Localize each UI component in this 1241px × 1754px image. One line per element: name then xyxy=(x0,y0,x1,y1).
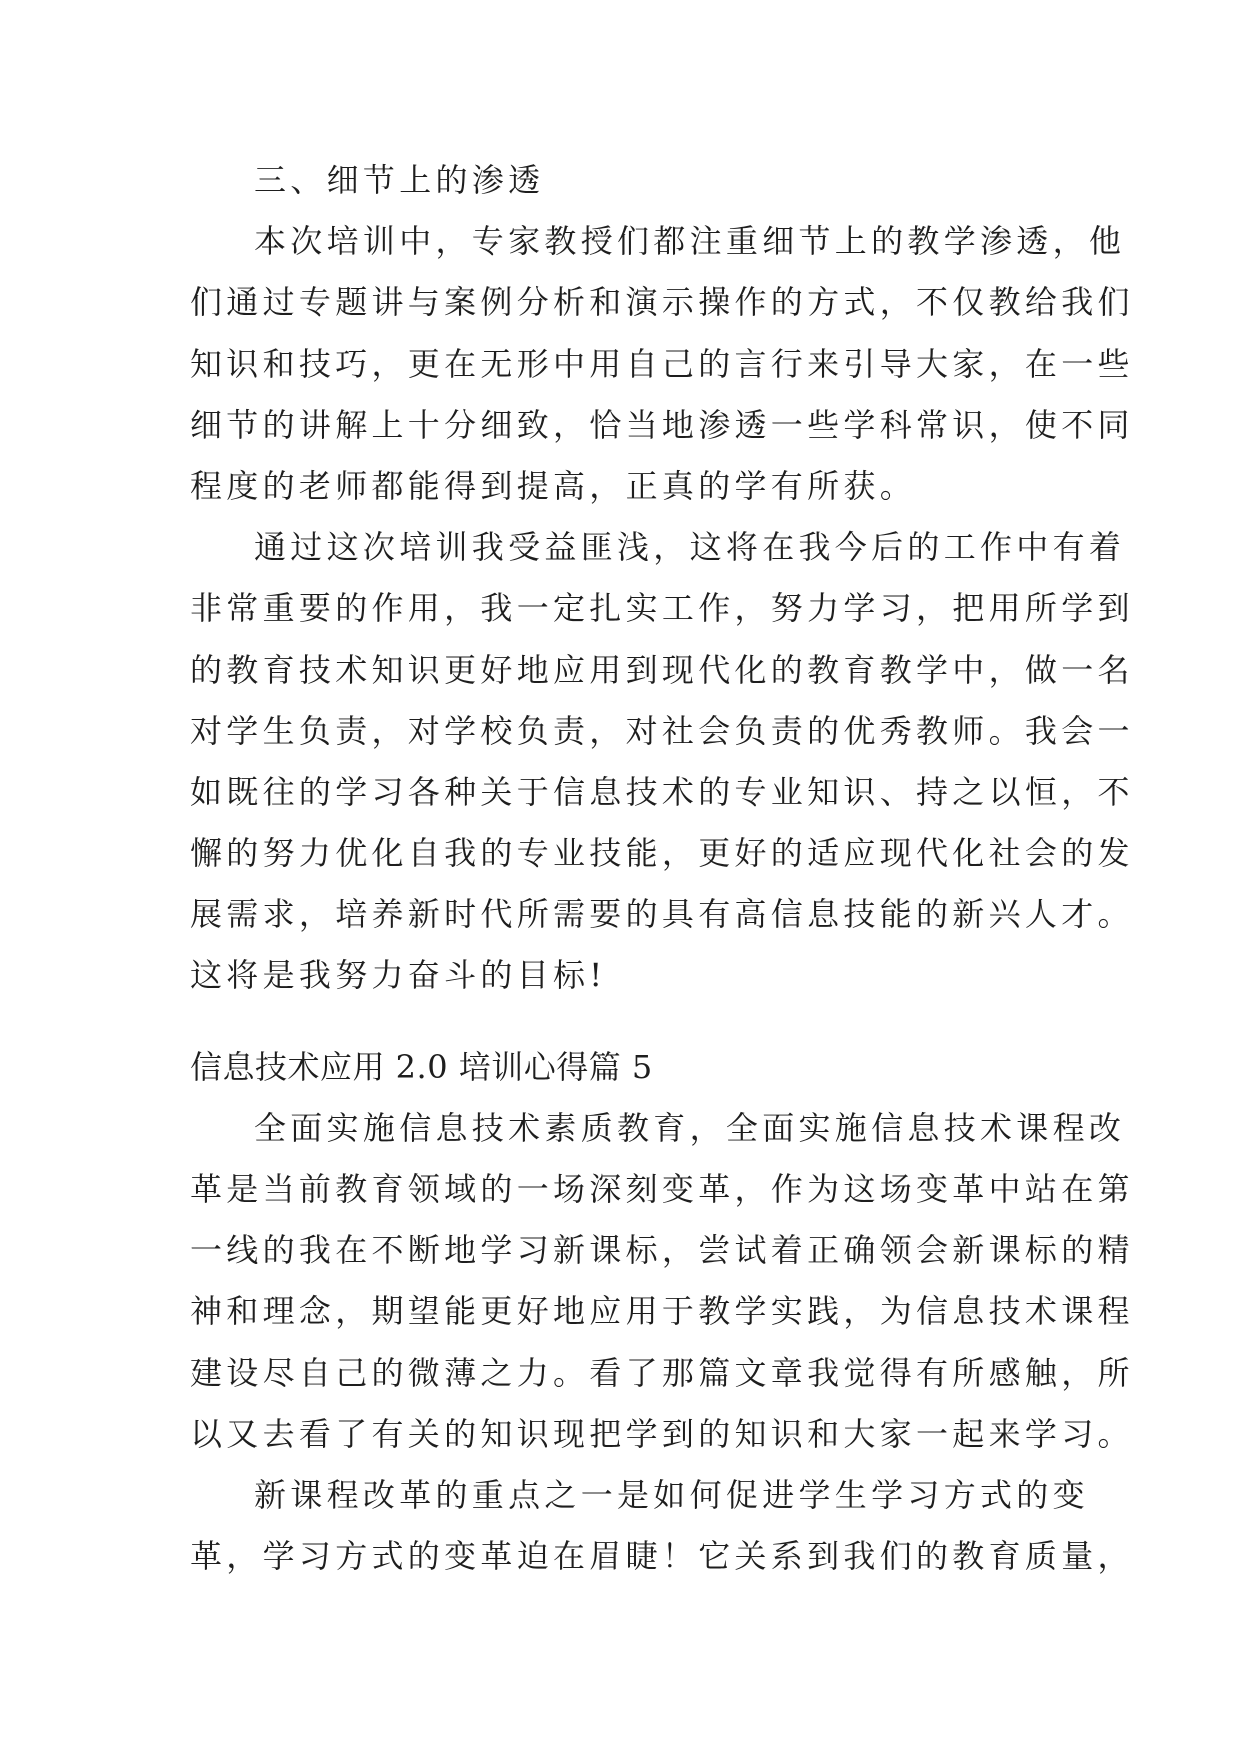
section-heading: 三、细节上的渗透 xyxy=(254,161,545,199)
paragraph-line: 对学生负责，对学校负责，对社会负责的优秀教师。我会一 xyxy=(190,711,1134,750)
paragraph-line: 建设尽自己的微薄之力。看了那篇文章我觉得有所感触，所 xyxy=(190,1353,1134,1392)
paragraph-line: 程度的老师都能得到提高，正真的学有所获。 xyxy=(190,466,917,505)
paragraph-line: 新课程改革的重点之一是如何促进学生学习方式的变 xyxy=(254,1475,1089,1514)
paragraph-line: 非常重要的作用，我一定扎实工作，努力学习，把用所学到 xyxy=(190,589,1134,628)
article-title: 信息技术应用 2.0 培训心得篇 5 xyxy=(190,1047,653,1086)
paragraph-line: 革是当前教育领域的一场深刻变革，作为这场变革中站在第 xyxy=(190,1170,1134,1208)
paragraph-line: 通过这次培训我受益匪浅，这将在我今后的工作中有着 xyxy=(254,528,1126,567)
paragraph-intro xyxy=(190,1098,1134,1465)
paragraph-line: 一线的我在不断地学习新课标，尝试着正确领会新课标的精 xyxy=(190,1231,1134,1270)
paragraph-line: 本次培训中，专家教授们都注重细节上的教学渗透，他 xyxy=(254,222,1126,261)
paragraph-line: 神和理念，期望能更好地应用于教学实践，为信息技术课程 xyxy=(190,1292,1134,1331)
paragraph-reform xyxy=(190,1465,1134,1587)
paragraph-line: 懈的努力优化自我的专业技能，更好的适应现代化社会的发 xyxy=(190,834,1134,873)
paragraph-line: 的教育技术知识更好地应用到现代化的教育教学中，做一名 xyxy=(190,650,1134,689)
paragraph-line: 细节的讲解上十分细致，恰当地渗透一些学科常识，使不同 xyxy=(190,405,1134,444)
paragraph-line: 们通过专题讲与案例分析和演示操作的方式，不仅教给我们 xyxy=(190,283,1134,322)
paragraph-line: 以又去看了有关的知识现把学到的知识和大家一起来学习。 xyxy=(190,1414,1134,1453)
paragraph-conclusion xyxy=(190,517,1134,1007)
paragraph-line: 这将是我努力奋斗的目标! xyxy=(190,956,607,995)
paragraph-line: 革，学习方式的变革迫在眉睫！它关系到我们的教育质量， xyxy=(190,1537,1134,1576)
paragraph-details xyxy=(190,211,1134,517)
document-page xyxy=(190,150,1134,1587)
paragraph-line: 展需求，培养新时代所需要的具有高信息技能的新兴人才。 xyxy=(190,895,1134,934)
paragraph-line: 知识和技巧，更在无形中用自己的言行来引导大家，在一些 xyxy=(190,344,1134,383)
paragraph-line: 如既往的学习各种关于信息技术的专业知识、持之以恒，不 xyxy=(190,772,1134,811)
section-spacer xyxy=(190,1007,1060,1037)
paragraph-line: 全面实施信息技术素质教育，全面实施信息技术课程改 xyxy=(254,1108,1126,1147)
